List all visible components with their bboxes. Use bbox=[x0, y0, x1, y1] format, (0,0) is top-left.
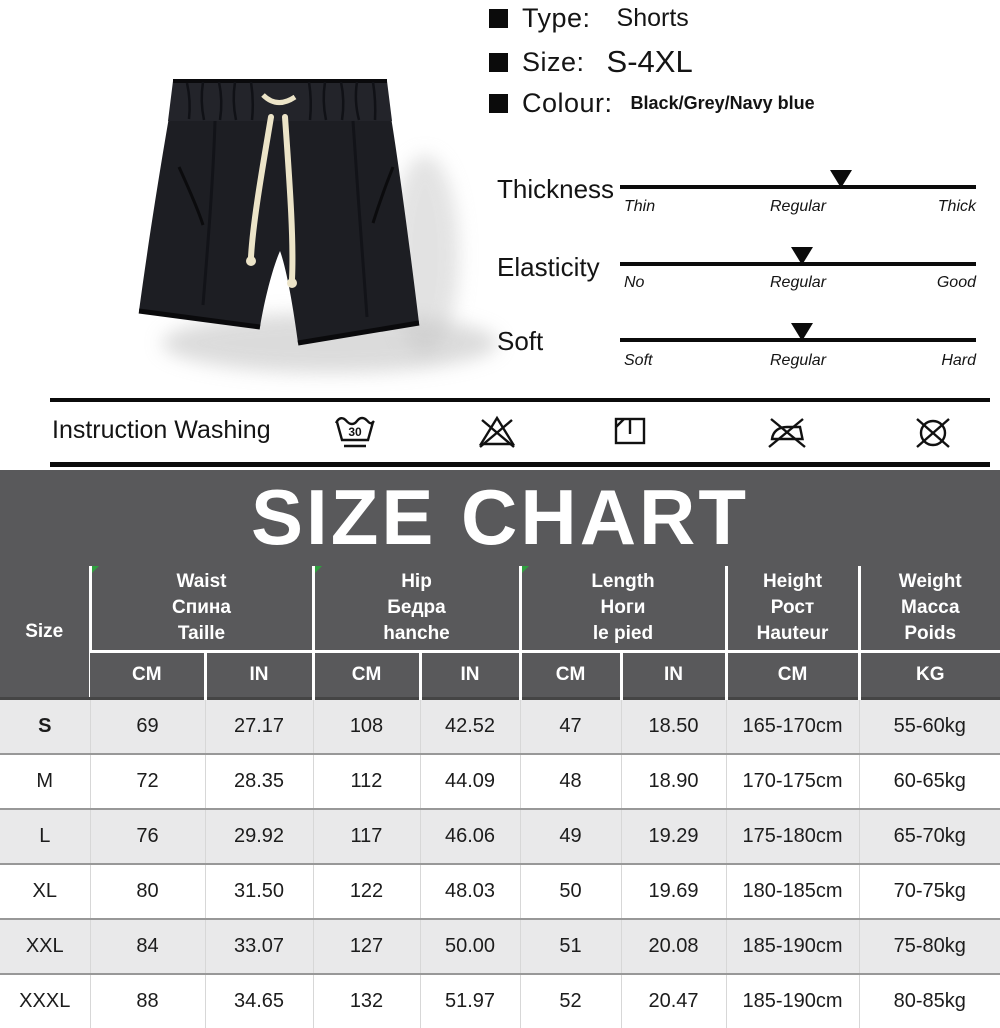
green-corner-mark bbox=[92, 566, 99, 573]
table-cell: 50 bbox=[520, 864, 621, 919]
table-cell: 185-190cm bbox=[726, 919, 859, 974]
size-cell: M bbox=[0, 754, 90, 809]
table-cell: 27.17 bbox=[205, 699, 313, 755]
shorts-body bbox=[139, 117, 419, 343]
table-cell: 180-185cm bbox=[726, 864, 859, 919]
header-size: Size bbox=[0, 566, 90, 699]
unit-cell: CM bbox=[726, 652, 859, 699]
wash-30-icon bbox=[331, 407, 379, 455]
green-corner-mark bbox=[522, 566, 529, 573]
do-not-iron-icon bbox=[763, 407, 811, 455]
table-cell: 112 bbox=[313, 754, 420, 809]
header-hip: Hip Бедра hanche bbox=[313, 566, 520, 652]
table-cell: 70-75kg bbox=[859, 864, 1000, 919]
do-not-bleach-icon bbox=[473, 407, 521, 455]
square-bullet-icon bbox=[489, 94, 508, 113]
scale-right: Good bbox=[937, 274, 976, 292]
slider-label-thickness: Thickness bbox=[497, 174, 614, 205]
scale-left: Thin bbox=[624, 198, 655, 216]
unit-cell: CM bbox=[90, 652, 205, 699]
table-cell: 127 bbox=[313, 919, 420, 974]
size-chart-title: SIZE CHART bbox=[0, 470, 1000, 566]
header-weight: Weight Масса Poids bbox=[859, 566, 1000, 652]
size-chart-table bbox=[0, 566, 1000, 1028]
table-cell: 49 bbox=[520, 809, 621, 864]
table-row bbox=[0, 699, 1000, 755]
table-cell: 18.50 bbox=[621, 699, 726, 755]
table-cell: 42.52 bbox=[420, 699, 520, 755]
table-cell: 46.06 bbox=[420, 809, 520, 864]
product-photo bbox=[95, 25, 485, 397]
table-cell: 80 bbox=[90, 864, 205, 919]
table-cell: 88 bbox=[90, 974, 205, 1028]
table-cell: 65-70kg bbox=[859, 809, 1000, 864]
scale-right: Thick bbox=[938, 198, 976, 216]
table-cell: 122 bbox=[313, 864, 420, 919]
table-cell: 31.50 bbox=[205, 864, 313, 919]
table-cell: 108 bbox=[313, 699, 420, 755]
table-cell: 75-80kg bbox=[859, 919, 1000, 974]
size-chart-table-wrap bbox=[0, 566, 1000, 1028]
table-cell: 48 bbox=[520, 754, 621, 809]
size-cell: XL bbox=[0, 864, 90, 919]
table-cell: 29.92 bbox=[205, 809, 313, 864]
table-cell: 50.00 bbox=[420, 919, 520, 974]
thickness-slider bbox=[620, 185, 976, 189]
table-cell: 44.09 bbox=[420, 754, 520, 809]
svg-text:30: 30 bbox=[348, 425, 362, 439]
slider-label-elasticity: Elasticity bbox=[497, 252, 600, 283]
spec-value: S-4XL bbox=[607, 44, 693, 80]
slider-marker-icon[interactable] bbox=[791, 323, 813, 341]
table-row bbox=[0, 864, 1000, 919]
size-cell: S bbox=[0, 699, 90, 755]
table-cell: 132 bbox=[313, 974, 420, 1028]
spec-row-type bbox=[489, 3, 689, 34]
table-cell: 80-85kg bbox=[859, 974, 1000, 1028]
washing-instructions-bar bbox=[50, 398, 990, 467]
soft-slider bbox=[620, 338, 976, 342]
unit-cell: IN bbox=[205, 652, 313, 699]
table-cell: 52 bbox=[520, 974, 621, 1028]
unit-cell: IN bbox=[420, 652, 520, 699]
unit-cell: KG bbox=[859, 652, 1000, 699]
slider-label-soft: Soft bbox=[497, 326, 543, 357]
slider-marker-icon[interactable] bbox=[830, 170, 852, 188]
do-not-dryclean-icon bbox=[909, 407, 957, 455]
scale-left: No bbox=[624, 274, 644, 292]
square-bullet-icon bbox=[489, 9, 508, 28]
spec-label: Colour: bbox=[522, 88, 613, 119]
header-waist: Waist Спина Taille bbox=[90, 566, 313, 652]
table-cell: 72 bbox=[90, 754, 205, 809]
unit-cell: CM bbox=[313, 652, 420, 699]
green-corner-mark bbox=[315, 566, 322, 573]
slider-marker-icon[interactable] bbox=[791, 247, 813, 265]
size-cell: L bbox=[0, 809, 90, 864]
table-cell: 33.07 bbox=[205, 919, 313, 974]
table-cell: 55-60kg bbox=[859, 699, 1000, 755]
dry-in-shade-icon bbox=[606, 407, 654, 455]
spec-label: Size: bbox=[522, 47, 585, 78]
table-cell: 117 bbox=[313, 809, 420, 864]
table-row bbox=[0, 809, 1000, 864]
table-cell: 19.69 bbox=[621, 864, 726, 919]
size-table-body bbox=[0, 699, 1000, 1028]
table-row bbox=[0, 919, 1000, 974]
table-cell: 170-175cm bbox=[726, 754, 859, 809]
table-cell: 185-190cm bbox=[726, 974, 859, 1028]
table-cell: 84 bbox=[90, 919, 205, 974]
scale-left: Soft bbox=[624, 352, 652, 370]
table-cell: 28.35 bbox=[205, 754, 313, 809]
spec-value: Black/Grey/Navy blue bbox=[631, 93, 815, 114]
spec-row-colour bbox=[489, 88, 815, 119]
table-cell: 47 bbox=[520, 699, 621, 755]
table-cell: 18.90 bbox=[621, 754, 726, 809]
table-cell: 20.08 bbox=[621, 919, 726, 974]
table-cell: 51 bbox=[520, 919, 621, 974]
table-cell: 51.97 bbox=[420, 974, 520, 1028]
table-cell: 175-180cm bbox=[726, 809, 859, 864]
spec-label: Type: bbox=[522, 3, 591, 34]
size-cell: XXXL bbox=[0, 974, 90, 1028]
spec-row-size bbox=[489, 44, 693, 80]
scale-right: Hard bbox=[941, 352, 976, 370]
table-row bbox=[0, 974, 1000, 1028]
scale-center: Regular bbox=[770, 198, 826, 216]
header-length: Length Ноги le pied bbox=[520, 566, 726, 652]
table-cell: 34.65 bbox=[205, 974, 313, 1028]
table-cell: 165-170cm bbox=[726, 699, 859, 755]
scale-center: Regular bbox=[770, 274, 826, 292]
washing-label: Instruction Washing bbox=[52, 416, 271, 445]
table-cell: 19.29 bbox=[621, 809, 726, 864]
table-cell: 69 bbox=[90, 699, 205, 755]
unit-cell: IN bbox=[621, 652, 726, 699]
scale-center: Regular bbox=[770, 352, 826, 370]
table-row bbox=[0, 754, 1000, 809]
table-cell: 60-65kg bbox=[859, 754, 1000, 809]
header-height: Height Рост Hauteur bbox=[726, 566, 859, 652]
size-cell: XXL bbox=[0, 919, 90, 974]
table-cell: 48.03 bbox=[420, 864, 520, 919]
table-cell: 76 bbox=[90, 809, 205, 864]
shorts-image bbox=[95, 25, 485, 395]
table-cell: 20.47 bbox=[621, 974, 726, 1028]
elasticity-slider bbox=[620, 262, 976, 266]
spec-value: Shorts bbox=[617, 4, 689, 33]
square-bullet-icon bbox=[489, 53, 508, 72]
unit-cell: CM bbox=[520, 652, 621, 699]
